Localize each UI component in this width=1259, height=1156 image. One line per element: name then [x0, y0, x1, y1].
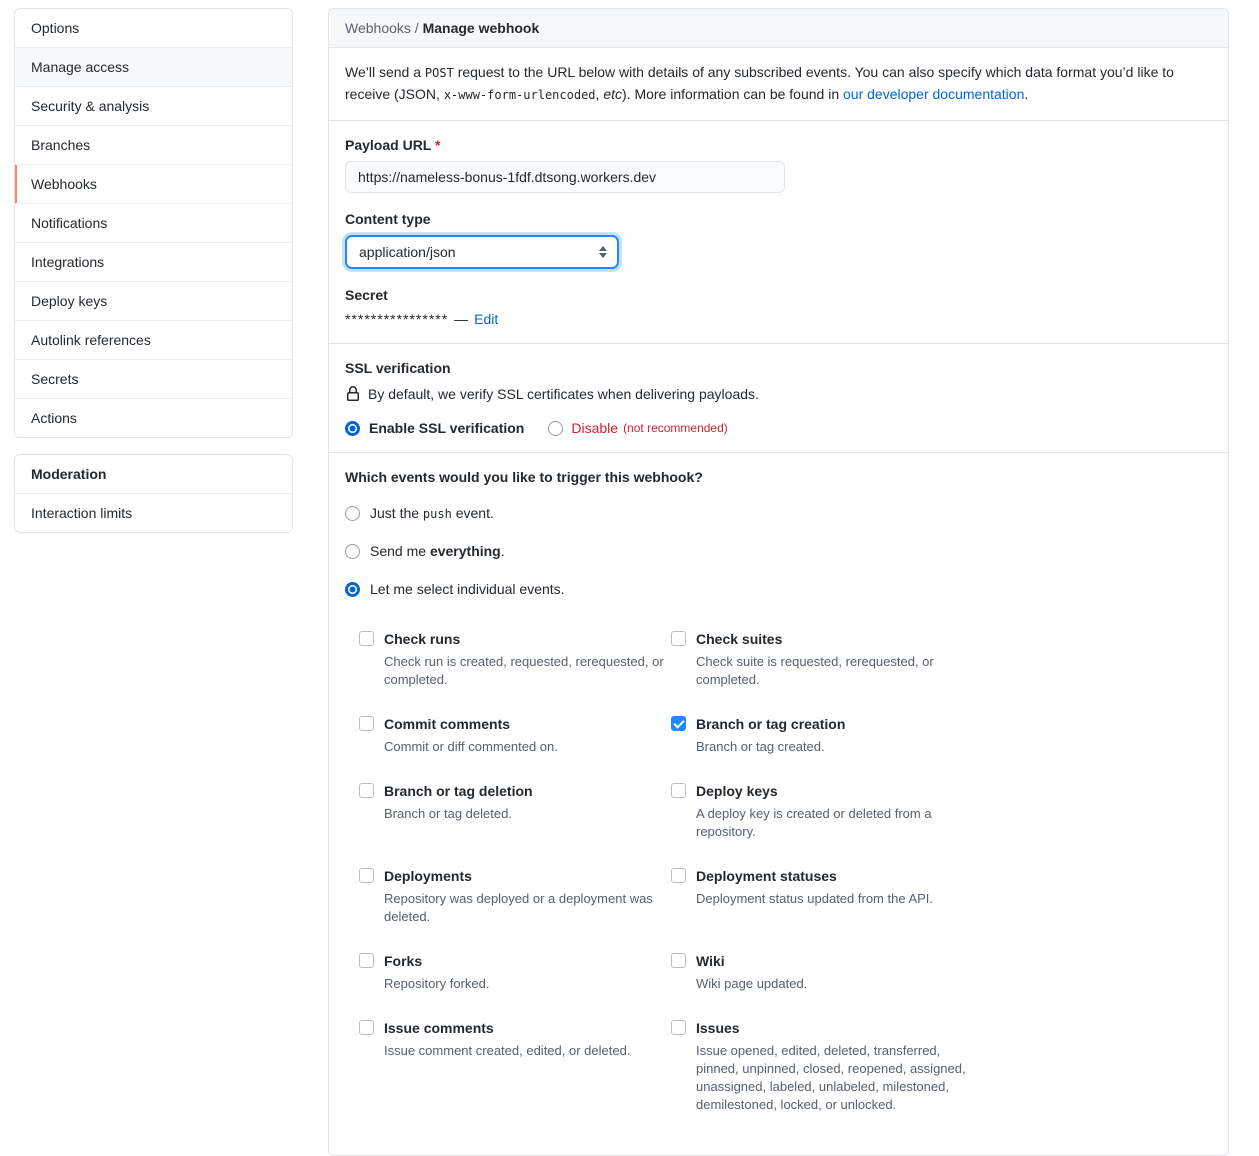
event-description: A deploy key is created or deleted from a repository. [696, 806, 932, 839]
event-title: Issue comments [384, 1020, 494, 1036]
branch-tag-deletion-checkbox[interactable] [359, 783, 374, 798]
wiki-checkbox[interactable] [671, 953, 686, 968]
secret-row [345, 311, 1212, 327]
webhook-panel [328, 8, 1229, 1156]
sidebar-item-security-analysis[interactable]: Security & analysis [15, 86, 292, 125]
events-question: Which events would you like to trigger this webhook? [345, 469, 703, 485]
event-check-runs[interactable] [359, 629, 671, 689]
sidebar-item-deploy-keys[interactable]: Deploy keys [15, 281, 292, 320]
sidebar-item-interaction-limits[interactable]: Interaction limits [15, 493, 292, 532]
event-text [384, 951, 666, 993]
breadcrumb [329, 9, 1228, 48]
event-issues[interactable] [671, 1018, 983, 1114]
event-text [384, 629, 666, 689]
event-title: Commit comments [384, 716, 511, 732]
event-branch-tag-deletion[interactable] [359, 781, 671, 841]
event-description: Check suite is requested, rerequested, or completed. [696, 654, 934, 687]
event-description: Issue opened, edited, deleted, transferred, pinned, unpinned, closed, reopened, assigned, unassigned, labeled, unlabeled, milestoned, demilestoned, locked, or unlocked. [696, 1043, 966, 1112]
sidebar-item-branches[interactable]: Branches [15, 125, 292, 164]
post-code: POST [424, 66, 454, 80]
ssl-verification-section [329, 344, 1228, 453]
event-title: Check runs [384, 631, 461, 647]
events-checkbox-grid [359, 629, 1212, 1139]
check-runs-checkbox[interactable] [359, 631, 374, 646]
just-push-radio[interactable] [345, 506, 360, 521]
event-title: Wiki [696, 953, 725, 969]
ssl-radio-group [345, 420, 1212, 436]
everything-bold: everything [429, 543, 501, 559]
event-title: Deployment statuses [696, 868, 837, 884]
payload-url-input[interactable] [345, 161, 785, 193]
event-title: Branch or tag creation [696, 716, 846, 732]
main-content [328, 8, 1229, 1156]
commit-comments-checkbox[interactable] [359, 716, 374, 731]
event-text [696, 1018, 978, 1114]
sidebar-item-manage-access[interactable]: Manage access [15, 47, 292, 86]
individual-events-label: Let me select individual events. [370, 581, 565, 597]
developer-docs-link[interactable]: our developer documentation [843, 86, 1025, 102]
event-branch-tag-creation[interactable] [671, 714, 983, 756]
ssl-info-row [345, 386, 1212, 402]
event-title: Check suites [696, 631, 783, 647]
sidebar-item-autolink-references[interactable]: Autolink references [15, 320, 292, 359]
event-description: Check run is created, requested, rerequested, or completed. [384, 654, 664, 687]
just-push-suffix: event. [451, 505, 494, 521]
event-option-everything[interactable] [345, 543, 1212, 559]
ssl-verification-heading: SSL verification [345, 360, 451, 376]
content-type-selected-value: application/json [359, 244, 456, 260]
intro-text: ). More information can be found in [622, 86, 844, 102]
webhook-intro-text [329, 48, 1228, 121]
content-type-label: Content type [345, 211, 431, 227]
sidebar-item-integrations[interactable]: Integrations [15, 242, 292, 281]
intro-text: . [1024, 86, 1029, 102]
events-section [329, 453, 1228, 1155]
event-description: Repository was deployed or a deployment was deleted. [384, 891, 653, 924]
enable-ssl-radio[interactable] [345, 421, 360, 436]
event-text [696, 714, 978, 756]
event-description: Deployment status updated from the API. [696, 891, 934, 906]
webhook-form-section [329, 121, 1228, 344]
everything-prefix: Send me [370, 543, 430, 559]
event-text [696, 781, 978, 841]
content-type-select[interactable] [345, 235, 619, 269]
issues-checkbox[interactable] [671, 1020, 686, 1035]
event-title: Branch or tag deletion [384, 783, 533, 799]
secret-label: Secret [345, 287, 388, 303]
event-title: Deployments [384, 868, 472, 884]
deployments-checkbox[interactable] [359, 868, 374, 883]
sidebar-item-notifications[interactable]: Notifications [15, 203, 292, 242]
event-description: Branch or tag created. [696, 739, 825, 754]
event-text [696, 629, 978, 689]
payload-url-label [345, 137, 1212, 153]
intro-text: request to the URL below with details of any subscribed events. You can also specify which data format you’d like to receive (JSON, [345, 64, 1174, 102]
event-deployments[interactable] [359, 866, 671, 926]
event-option-just-push[interactable] [345, 505, 1212, 521]
event-forks[interactable] [359, 951, 671, 993]
event-description: Issue comment created, edited, or deleted. [384, 1043, 631, 1058]
forks-checkbox[interactable] [359, 953, 374, 968]
branch-tag-creation-checkbox[interactable] [671, 716, 686, 731]
event-text [384, 1018, 666, 1114]
breadcrumb-webhooks-link[interactable]: Webhooks [345, 20, 411, 36]
event-issue-comments[interactable] [359, 1018, 671, 1114]
event-text [384, 714, 666, 756]
event-text [696, 866, 978, 926]
moderation-nav-box [14, 454, 293, 533]
disable-ssl-note: (not recommended) [623, 421, 728, 435]
event-text [384, 781, 666, 841]
event-description: Commit or diff commented on. [384, 739, 558, 754]
enable-ssl-label[interactable]: Enable SSL verification [369, 420, 525, 436]
intro-text: We’ll send a [345, 64, 425, 80]
just-push-prefix: Just the [370, 505, 423, 521]
disable-ssl-label[interactable]: Disable [571, 420, 619, 436]
intro-text: , [595, 86, 604, 102]
event-title: Deploy keys [696, 783, 778, 799]
settings-sidebar [14, 8, 293, 533]
sidebar-item-actions[interactable]: Actions [15, 398, 292, 437]
lock-icon [345, 386, 361, 402]
everything-label [370, 543, 505, 559]
event-text [384, 866, 666, 926]
etc-italic: etc [603, 86, 622, 102]
sidebar-item-secrets[interactable]: Secrets [15, 359, 292, 398]
sidebar-item-webhooks[interactable]: Webhooks [15, 164, 292, 203]
individual-events-radio[interactable] [345, 582, 360, 597]
event-option-individual[interactable] [345, 581, 1212, 597]
event-title: Forks [384, 953, 423, 969]
event-deployment-statuses[interactable] [671, 866, 983, 926]
event-description: Wiki page updated. [696, 976, 808, 991]
event-title: Issues [696, 1020, 740, 1036]
deployment-statuses-checkbox[interactable] [671, 868, 686, 883]
event-check-suites[interactable] [671, 629, 983, 689]
issue-comments-checkbox[interactable] [359, 1020, 374, 1035]
check-suites-checkbox[interactable] [671, 631, 686, 646]
settings-nav-box [14, 8, 293, 438]
push-code: push [422, 507, 452, 521]
deploy-keys-checkbox[interactable] [671, 783, 686, 798]
just-push-label [370, 505, 494, 521]
secret-edit-link[interactable]: Edit [474, 311, 499, 327]
secret-masked-value: **************** [345, 311, 449, 327]
urlencoded-code: x-www-form-urlencoded [443, 88, 596, 102]
event-deploy-keys[interactable] [671, 781, 983, 841]
moderation-section-header: Moderation [31, 466, 107, 482]
event-description: Repository forked. [384, 976, 490, 991]
event-description: Branch or tag deleted. [384, 806, 512, 821]
event-wiki[interactable] [671, 951, 983, 993]
page-title: Manage webhook [422, 20, 540, 36]
breadcrumb-separator: / [414, 20, 419, 36]
ssl-info-text: By default, we verify SSL certificates when delivering payloads. [368, 386, 759, 402]
payload-url-label-text: Payload URL [345, 137, 432, 153]
required-asterisk: * [435, 137, 441, 153]
everything-suffix: . [500, 543, 505, 559]
event-commit-comments[interactable] [359, 714, 671, 756]
sidebar-item-options[interactable]: Options [15, 9, 292, 47]
secret-separator: — [454, 311, 469, 327]
select-arrows-icon [599, 246, 607, 258]
everything-radio[interactable] [345, 544, 360, 559]
disable-ssl-radio[interactable] [548, 421, 563, 436]
event-text [696, 951, 978, 993]
